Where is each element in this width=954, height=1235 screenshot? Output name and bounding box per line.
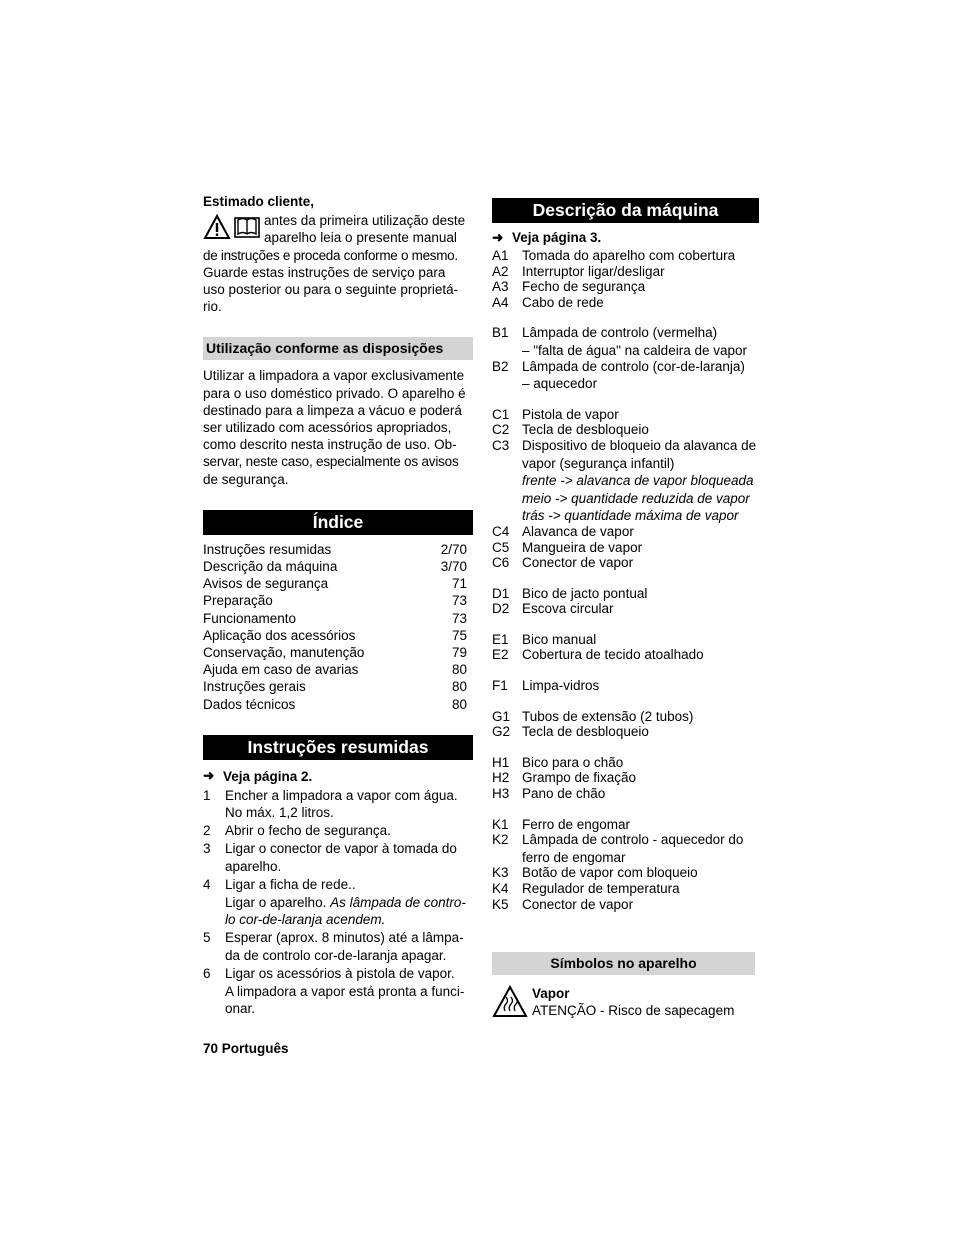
symbols-heading: Símbolos no aparelho [492, 952, 755, 975]
usage-heading: Utilização conforme as disposições [203, 337, 473, 360]
part-item: C5 Mangueira de vapor [492, 539, 643, 555]
summary-heading: Instruções resumidas [203, 735, 473, 760]
steam-warning-icon [492, 985, 528, 1019]
step-item: 1 Encher a limpadora a vapor com água. No máx. 1,2 litros. [203, 787, 458, 820]
part-item: B2 Lâmpada de controlo (cor-de-laranja) – aquecedor [492, 358, 745, 392]
left-column [203, 193, 473, 1017]
machine-see-page: ➜ Veja página 3. [492, 229, 602, 245]
part-item: C2 Tecla de desbloqueio [492, 422, 649, 438]
part-item: K2 Lâmpada de controlo - aquecedor do ferro de engomar [492, 832, 744, 865]
intro-line: de instruções e proceda conforme o mesmo. [203, 247, 458, 263]
symbol-text: ATENÇÃO - Risco de sapecagem [532, 1003, 735, 1019]
step-item: 4 Ligar a ficha de rede.. [203, 876, 356, 892]
usage-line: ser utilizado com acessórios apropriados, [203, 420, 452, 436]
part-item: K4 Regulador de temperatura [492, 881, 680, 896]
part-item: F1 Limpa-vidros [492, 678, 600, 694]
index-row: Descrição da máquina 3/70 [203, 559, 467, 575]
right-column [492, 198, 762, 1020]
part-item: C4 Alavanca de vapor [492, 523, 634, 539]
intro-line: aparelho leia o presente manual [264, 230, 457, 246]
step-note: Ligar o aparelho. As lâmpada de contro- lo cor-de-laranja acendem. [225, 894, 466, 928]
intro-icons [203, 214, 261, 240]
part-item: H1 Bico para o chão [492, 754, 624, 770]
part-item: A1 Tomada do aparelho com cobertura [492, 248, 736, 263]
index-row: Avisos de segurança 71 [203, 576, 467, 592]
machine-heading: Descrição da máquina [492, 198, 759, 223]
index-heading: Índice [203, 510, 473, 535]
step-final: A limpadora a vapor está pronta a funci- onar. [225, 983, 465, 1017]
parts-group [492, 407, 762, 571]
part-item: A3 Fecho de segurança [492, 279, 646, 295]
part-item: K3 Botão de vapor com bloqueio [492, 865, 698, 881]
greeting: Estimado cliente, [203, 194, 315, 209]
usage-line: para o uso doméstico privado. O aparelho é [203, 385, 466, 401]
parts-list [492, 248, 762, 912]
part-item: C3 Dispositivo de bloqueio da alavanca de vapor (segurança infantil) frente -> alavanca de vapor bloqueada meio -> quantidade reduzida de vapor trás -> quantidade máxima de vapor [492, 437, 757, 524]
part-item: D2 Escova circular [492, 601, 614, 617]
part-item: A2 Interruptor ligar/desligar [492, 263, 665, 279]
arrow-right-icon: ➜ [492, 229, 504, 245]
step-item: 6 Ligar os acessórios à pistola de vapor. [203, 965, 455, 981]
usage-line: de segurança. [203, 471, 289, 487]
index-row: Dados técnicos 80 [203, 696, 467, 712]
usage-line: destinado para a limpeza a vácuo e poderá [203, 402, 462, 418]
summary-steps [203, 787, 473, 1018]
symbol-title: Vapor [532, 986, 570, 1002]
symbol-steam [492, 985, 762, 1019]
parts-group [492, 817, 762, 913]
part-item: C6 Conector de vapor [492, 555, 634, 571]
index-table [203, 541, 473, 713]
intro-line: rio. [203, 299, 222, 315]
parts-group [492, 632, 762, 663]
page-footer: 70 Português [203, 1041, 289, 1056]
part-item: C1 Pistola de vapor [492, 406, 619, 422]
part-item: B1 Lâmpada de controlo (vermelha) – "falta de água" na caldeira de vapor [492, 325, 747, 358]
index-row: Instruções resumidas 2/70 [203, 541, 467, 557]
part-item: E2 Cobertura de tecido atoalhado [492, 647, 704, 663]
intro-line: uso posterior ou para o seguinte proprietá- [203, 282, 459, 298]
arrow-right-icon: ➜ [203, 768, 215, 784]
part-item: K5 Conector de vapor [492, 896, 634, 912]
parts-group [492, 248, 762, 310]
index-row: Ajuda em caso de avarias 80 [203, 662, 467, 678]
part-item: H3 Pano de chão [492, 786, 606, 802]
step-item: 5 Esperar (aprox. 8 minutos) até a lâmpa- da de controlo cor-de-laranja apagar. [203, 930, 464, 963]
parts-group [492, 678, 762, 694]
manual-book-icon [233, 214, 261, 240]
part-item: E1 Bico manual [492, 631, 597, 647]
part-item: A4 Cabo de rede [492, 294, 604, 310]
usage-paragraph [203, 367, 473, 487]
intro-paragraph [203, 212, 473, 315]
index-row: Preparação 73 [203, 593, 467, 609]
warning-icon [203, 214, 231, 240]
parts-group [492, 709, 762, 740]
index-row: Instruções gerais 80 [203, 679, 467, 695]
parts-group [492, 755, 762, 802]
usage-line: servar, neste caso, especialmente os avisos [203, 454, 459, 470]
parts-group [492, 325, 762, 391]
usage-line: como descrito nesta instrução de uso. Ob- [203, 437, 457, 453]
part-item: G2 Tecla de desbloqueio [492, 724, 649, 740]
index-row: Aplicação dos acessórios 75 [203, 627, 467, 643]
usage-line: Utilizar a limpadora a vapor exclusivamente [203, 368, 465, 384]
part-item: K1 Ferro de engomar [492, 816, 631, 832]
step-item: 3 Ligar o conector de vapor à tomada do aparelho. [203, 841, 457, 874]
index-row: Conservação, manutenção 79 [203, 644, 467, 660]
parts-group [492, 586, 762, 617]
part-item: G1 Tubos de extensão (2 tubos) [492, 708, 694, 724]
index-row: Funcionamento 73 [203, 610, 467, 626]
intro-line: antes da primeira utilização deste [264, 213, 466, 229]
summary-see-page: ➜ Veja página 2. [203, 768, 313, 784]
part-item: D1 Bico de jacto pontual [492, 585, 648, 601]
step-item: 2 Abrir o fecho de segurança. [203, 823, 391, 839]
part-item: H2 Grampo de fixação [492, 770, 637, 786]
intro-line: Guarde estas instruções de serviço para [203, 264, 446, 280]
